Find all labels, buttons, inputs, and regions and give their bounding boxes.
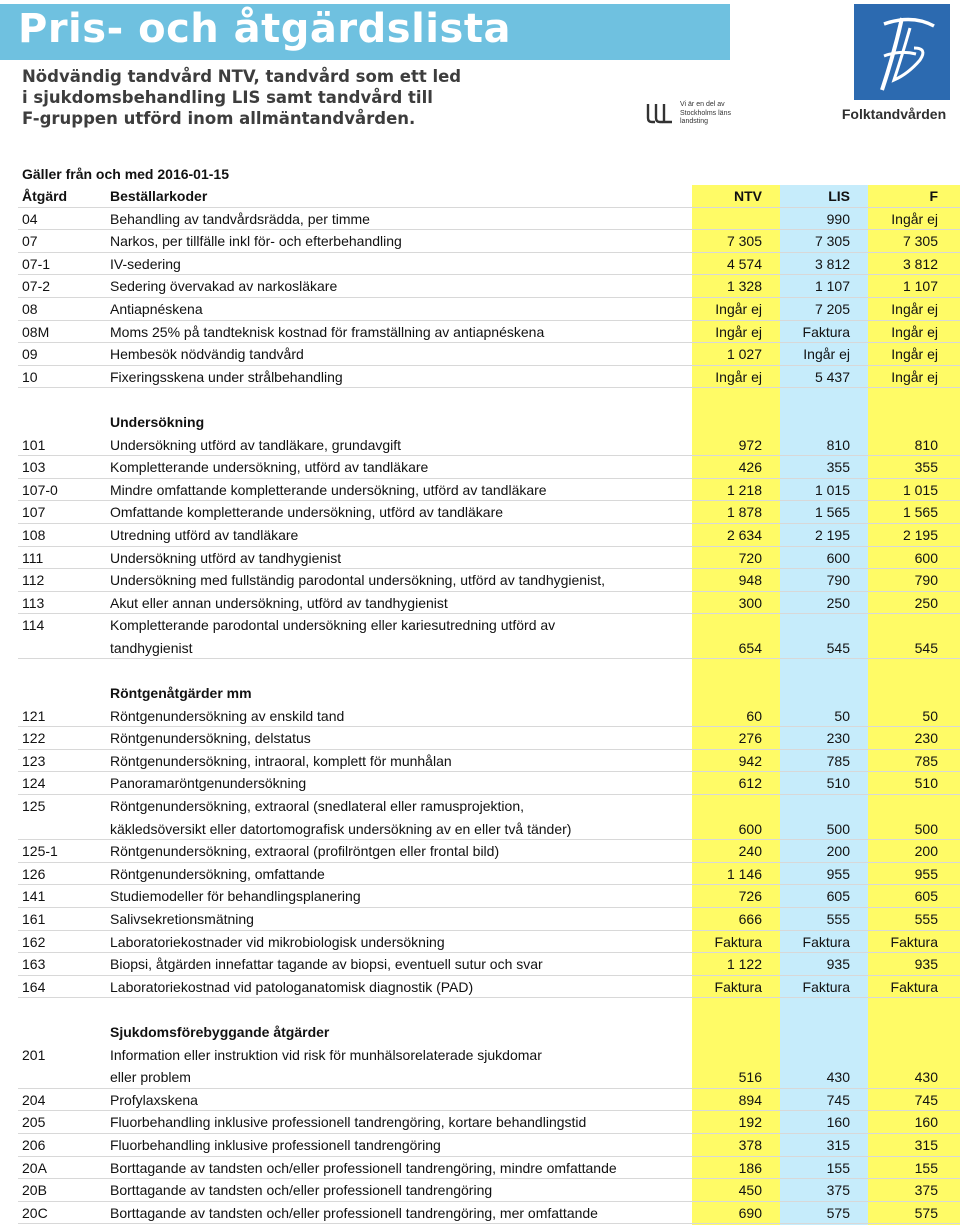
- row-description: [110, 321, 544, 344]
- table-row: [0, 1202, 960, 1225]
- lis-value: 375: [826, 1182, 850, 1199]
- description-line: Narkos, per tillfälle inkl för- och efterbehandling: [110, 233, 402, 250]
- description-line: Moms 25% på tandteknisk kostnad för framställning av antiapnéskena: [110, 323, 545, 340]
- row-description: [110, 456, 428, 479]
- description-line: Undersökning utförd av tandläkare, grundavgift: [110, 436, 402, 453]
- row-code: 164: [22, 978, 46, 995]
- row-code: 07: [22, 233, 38, 250]
- f-value: 1 565: [902, 504, 938, 521]
- header-desc: Beställarkoder: [110, 188, 208, 204]
- header-code: Åtgärd: [22, 188, 68, 204]
- ntv-value: 720: [738, 549, 762, 566]
- ntv-value: 1 218: [726, 481, 762, 498]
- page-title: Pris- och åtgärdslista: [18, 6, 511, 52]
- lis-value: 605: [826, 888, 850, 905]
- description-line: eller problem: [110, 1069, 191, 1086]
- section-heading: [0, 682, 960, 705]
- brand-name: Folktandvården: [841, 106, 947, 122]
- row-code: 08M: [22, 323, 50, 340]
- table-row: [0, 908, 960, 931]
- table-row: [0, 569, 960, 592]
- spacer-row: [0, 659, 960, 682]
- row-description: [110, 1089, 198, 1112]
- row-description: [110, 524, 298, 547]
- f-value: 2 195: [902, 526, 938, 543]
- description-line: IV-sedering: [110, 255, 181, 272]
- row-description: [110, 727, 311, 750]
- f-value: Faktura: [890, 933, 938, 950]
- row-code: 141: [22, 888, 46, 905]
- table-row: [0, 1179, 960, 1202]
- ntv-value: 2 634: [726, 526, 762, 543]
- row-description: [110, 840, 499, 863]
- ntv-value: 4 574: [726, 255, 762, 272]
- ntv-value: 948: [738, 572, 762, 589]
- section-title: Undersökning: [110, 413, 205, 430]
- row-code: 108: [22, 526, 46, 543]
- table-row: [0, 705, 960, 728]
- row-description: [110, 208, 370, 231]
- row-code: 121: [22, 707, 46, 724]
- ntv-value: 690: [738, 1204, 762, 1221]
- ntv-value: 942: [738, 752, 762, 769]
- section-title: Sjukdomsförebyggande åtgärder: [110, 1023, 330, 1040]
- f-value: Ingår ej: [891, 300, 938, 317]
- f-value: 555: [914, 911, 938, 927]
- description-line: Borttagande av tandsten och/eller professionell tandrengöring: [110, 1182, 493, 1199]
- row-code: 07-1: [22, 255, 51, 272]
- table-row: [0, 614, 960, 659]
- spacer-row: [0, 388, 960, 411]
- f-value: Ingår ej: [891, 346, 938, 363]
- description-line: Profylaxskena: [110, 1091, 198, 1108]
- row-description: [110, 863, 325, 886]
- table-row: [0, 1157, 960, 1180]
- row-description: [110, 953, 543, 976]
- ntv-value: Ingår ej: [715, 323, 762, 340]
- table-row: [0, 795, 960, 840]
- description-line: Biopsi, åtgärden innefattar tagande av biopsi, eventuell sutur och svar: [110, 956, 543, 973]
- ntv-value: 600: [738, 820, 762, 837]
- row-code: 10: [22, 368, 38, 385]
- subtitle: [22, 66, 482, 129]
- table-row: [0, 1111, 960, 1134]
- f-value: Faktura: [890, 978, 938, 995]
- f-value: 605: [914, 888, 938, 905]
- f-value: 355: [914, 459, 938, 476]
- lis-value: 2 195: [814, 526, 850, 543]
- ntv-value: Faktura: [714, 978, 762, 995]
- description-line: Laboratoriekostnader vid mikrobiologisk undersökning: [110, 933, 445, 950]
- f-value: 600: [914, 549, 938, 566]
- sll-text-line: Vi är en del av: [680, 101, 725, 108]
- description-line: Sedering övervakad av narkosläkare: [110, 278, 338, 295]
- row-description: [110, 434, 401, 457]
- row-code: 101: [22, 436, 46, 453]
- description-line: tandhygienist: [110, 639, 193, 656]
- f-value: Ingår ej: [891, 210, 938, 227]
- lis-value: 230: [826, 730, 850, 747]
- table-row: [0, 931, 960, 954]
- row-code: 205: [22, 1114, 46, 1131]
- row-description: [110, 501, 503, 524]
- table-row: [0, 343, 960, 366]
- ntv-value: 972: [738, 436, 762, 453]
- lis-value: 745: [826, 1091, 850, 1108]
- lis-value: 7 305: [814, 233, 850, 250]
- table-row: [0, 750, 960, 773]
- f-value: 160: [914, 1114, 938, 1131]
- ntv-value: 276: [738, 730, 762, 747]
- row-code: 161: [22, 911, 46, 927]
- row-description: [110, 908, 254, 931]
- description-line: Akut eller annan undersökning, utförd av tandhygienist: [110, 594, 448, 611]
- row-description: [110, 614, 555, 659]
- section-title: Röntgenåtgärder mm: [110, 685, 252, 702]
- lis-value: 935: [826, 956, 850, 973]
- ntv-value: 300: [738, 594, 762, 611]
- f-value: 785: [914, 752, 938, 769]
- row-code: 112: [22, 572, 45, 589]
- header-f: F: [929, 188, 938, 204]
- f-value: 375: [914, 1182, 938, 1199]
- lis-value: 355: [826, 459, 850, 476]
- row-code: 07-2: [22, 278, 51, 295]
- ntv-value: 186: [738, 1159, 762, 1176]
- ntv-value: 7 305: [726, 233, 762, 250]
- description-line: Behandling av tandvårdsrädda, per timme: [110, 210, 370, 227]
- f-value: 955: [914, 865, 938, 882]
- header-lis: LIS: [828, 188, 850, 204]
- description-line: Borttagande av tandsten och/eller professionell tandrengöring, mindre omfattande: [110, 1159, 617, 1176]
- row-code: 107: [22, 504, 46, 521]
- lis-value: 510: [826, 775, 850, 792]
- lis-value: 430: [826, 1069, 850, 1086]
- description-line: Röntgenundersökning av enskild tand: [110, 707, 345, 724]
- section-heading: [0, 411, 960, 434]
- description-line: Kompletterande parodontal undersökning eller kariesutredning utförd av: [110, 617, 556, 634]
- table-row: [0, 456, 960, 479]
- table-row: [0, 501, 960, 524]
- subtitle-line: i sjukdomsbehandling LIS samt tandvård till: [22, 88, 433, 107]
- table-row: [0, 275, 960, 298]
- spacer-row: [0, 998, 960, 1021]
- row-description: [110, 885, 361, 908]
- table-row: [0, 547, 960, 570]
- row-description: [110, 772, 306, 795]
- description-line: Studiemodeller för behandlingsplanering: [110, 888, 361, 905]
- lis-value: 545: [826, 639, 850, 656]
- description-line: Röntgenundersökning, delstatus: [110, 730, 311, 747]
- ntv-value: Faktura: [714, 933, 762, 950]
- row-code: 103: [22, 459, 46, 476]
- row-divider: [18, 1223, 960, 1224]
- row-code: 162: [22, 933, 46, 950]
- ntv-value: Ingår ej: [715, 368, 762, 385]
- f-value: 315: [914, 1136, 938, 1153]
- lis-value: 50: [834, 707, 850, 724]
- folktandvarden-logo-icon: [854, 4, 950, 100]
- lis-value: 160: [826, 1114, 850, 1131]
- row-description: [110, 705, 344, 728]
- table-row: [0, 885, 960, 908]
- description-line: Omfattande kompletterande undersökning, utförd av tandläkare: [110, 504, 504, 521]
- row-code: 122: [22, 730, 46, 747]
- ntv-value: 60: [746, 707, 762, 724]
- description-line: Laboratoriekostnad vid patologanatomisk diagnostik (PAD): [110, 978, 474, 995]
- table-row: [0, 321, 960, 344]
- row-description: [110, 1157, 617, 1180]
- sll-text-line: landsting: [680, 118, 709, 125]
- lis-value: Faktura: [802, 933, 850, 950]
- table-row: [0, 1134, 960, 1157]
- lis-value: Ingår ej: [803, 346, 850, 363]
- lis-value: 1 015: [814, 481, 850, 498]
- row-description: [110, 547, 341, 570]
- description-line: Information eller instruktion vid risk för munhälsorelaterade sjukdomar: [110, 1046, 542, 1063]
- f-value: 745: [914, 1091, 938, 1108]
- row-description: [110, 230, 402, 253]
- title-banner: [0, 4, 730, 60]
- valid-from: Gäller från och med 2016-01-15: [22, 166, 229, 182]
- ntv-value: Ingår ej: [715, 300, 762, 317]
- f-value: 250: [914, 594, 938, 611]
- description-line: Utredning utförd av tandläkare: [110, 526, 299, 543]
- description-line: Kompletterande undersökning, utförd av tandläkare: [110, 459, 429, 476]
- ntv-value: 1 146: [726, 865, 762, 882]
- lis-value: 5 437: [814, 368, 850, 385]
- ntv-value: 894: [738, 1091, 762, 1108]
- description-line: Hembesök nödvändig tandvård: [110, 346, 304, 363]
- sll-text-line: Stockholms läns: [680, 109, 731, 117]
- f-value: Ingår ej: [891, 323, 938, 340]
- table-row: [0, 840, 960, 863]
- description-line: Undersökning med fullständig parodontal undersökning, utförd av tandhygienist,: [110, 572, 605, 589]
- ntv-value: 1 878: [726, 504, 762, 521]
- description-line: käkledsöversikt eller datortomografisk undersökning av en eller två tänder): [110, 820, 572, 837]
- description-line: Antiapnéskena: [110, 300, 203, 317]
- lis-value: 1 107: [814, 278, 850, 295]
- sll-logo: [646, 100, 766, 126]
- ntv-value: 378: [738, 1136, 762, 1153]
- lis-value: 785: [826, 752, 850, 769]
- row-code: 125-1: [22, 843, 58, 860]
- description-line: Borttagande av tandsten och/eller professionell tandrengöring, mer omfattande: [110, 1204, 598, 1221]
- f-value: 575: [914, 1204, 938, 1221]
- f-value: 500: [914, 820, 938, 837]
- lis-value: Faktura: [802, 323, 850, 340]
- lis-value: 200: [826, 843, 850, 860]
- table-row: [0, 976, 960, 999]
- description-line: Röntgenundersökning, extraoral (profilröntgen eller frontal bild): [110, 843, 500, 860]
- table-row: [0, 434, 960, 457]
- f-value: Ingår ej: [891, 368, 938, 385]
- table-row: [0, 479, 960, 502]
- table-row: [0, 298, 960, 321]
- row-code: 04: [22, 210, 38, 227]
- row-description: [110, 479, 547, 502]
- lis-value: 315: [826, 1136, 850, 1153]
- row-code: 124: [22, 775, 46, 792]
- ntv-value: 192: [738, 1114, 762, 1131]
- row-code: 111: [22, 549, 44, 566]
- table-row: [0, 592, 960, 615]
- lis-value: 500: [826, 820, 850, 837]
- f-value: 935: [914, 956, 938, 973]
- row-description: [110, 1111, 586, 1134]
- row-description: [110, 931, 445, 954]
- table-row: [0, 1044, 960, 1089]
- f-value: 200: [914, 843, 938, 860]
- table-row: [0, 208, 960, 231]
- lis-value: 955: [826, 865, 850, 882]
- header-ntv: NTV: [734, 188, 762, 204]
- row-description: [110, 1202, 598, 1225]
- table-row: [0, 863, 960, 886]
- f-value: 790: [914, 572, 938, 589]
- ntv-value: 612: [738, 775, 762, 792]
- subtitle-line: F-gruppen utförd inom allmäntandvården.: [22, 109, 416, 128]
- ntv-value: 426: [738, 459, 762, 476]
- description-line: Undersökning utförd av tandhygienist: [110, 549, 342, 566]
- row-description: [110, 795, 571, 840]
- row-code: 20C: [22, 1204, 48, 1221]
- table-row: [0, 953, 960, 976]
- f-value: 50: [922, 707, 938, 724]
- table-row: [0, 727, 960, 750]
- lis-value: 575: [826, 1204, 850, 1221]
- ft-monogram-icon: [854, 4, 950, 100]
- table-row: [0, 772, 960, 795]
- lis-value: 1 565: [814, 504, 850, 521]
- row-code: 114: [22, 617, 45, 634]
- row-description: [110, 275, 337, 298]
- lis-value: 155: [826, 1159, 850, 1176]
- row-code: 163: [22, 956, 46, 973]
- f-value: 3 812: [902, 255, 938, 272]
- row-description: [110, 976, 473, 999]
- table-row: [0, 230, 960, 253]
- row-description: [110, 1134, 441, 1157]
- row-code: 206: [22, 1136, 46, 1153]
- description-line: Panoramaröntgenundersökning: [110, 775, 307, 792]
- lis-value: 250: [826, 594, 850, 611]
- row-description: [110, 1044, 542, 1089]
- row-description: [110, 366, 343, 389]
- ntv-value: 666: [738, 911, 762, 927]
- row-description: [110, 298, 203, 321]
- row-code: 125: [22, 798, 46, 815]
- lis-value: Faktura: [802, 978, 850, 995]
- row-description: [110, 750, 452, 773]
- description-line: Fluorbehandling inklusive professionell tandrengöring: [110, 1136, 441, 1153]
- lis-value: 990: [826, 210, 850, 227]
- ntv-value: 1 027: [726, 346, 762, 363]
- row-code: 20A: [22, 1159, 47, 1176]
- table-row: [0, 524, 960, 547]
- description-line: Röntgenundersökning, intraoral, komplett för munhålan: [110, 752, 452, 769]
- ntv-value: 516: [738, 1069, 762, 1086]
- row-description: [110, 569, 605, 592]
- ntv-value: 450: [738, 1182, 762, 1199]
- subtitle-line: Nödvändig tandvård NTV, tandvård som ett led: [22, 67, 462, 86]
- ntv-value: 654: [738, 639, 762, 656]
- lis-value: 555: [826, 911, 850, 927]
- table-row: [0, 1089, 960, 1112]
- row-code: 123: [22, 752, 46, 769]
- table-header: [0, 185, 960, 208]
- row-description: [110, 592, 448, 615]
- row-code: 08: [22, 300, 38, 317]
- row-code: 204: [22, 1091, 46, 1108]
- f-value: 7 305: [902, 233, 938, 250]
- description-line: Salivsekretionsmätning: [110, 911, 254, 927]
- lis-value: 810: [826, 436, 850, 453]
- row-description: [110, 343, 304, 366]
- row-description: [110, 1179, 492, 1202]
- description-line: Röntgenundersökning, omfattande: [110, 865, 325, 882]
- row-code: 09: [22, 346, 38, 363]
- f-value: 430: [914, 1069, 938, 1086]
- sll-text: [680, 101, 731, 127]
- f-value: 155: [914, 1159, 938, 1176]
- f-value: 810: [914, 436, 938, 453]
- table-row: [0, 253, 960, 276]
- lis-value: 7 205: [814, 300, 850, 317]
- description-line: Mindre omfattande kompletterande undersökning, utförd av tandläkare: [110, 481, 547, 498]
- f-value: 510: [914, 775, 938, 792]
- row-description: [110, 253, 181, 276]
- table-row: [0, 366, 960, 389]
- description-line: Fixeringsskena under strålbehandling: [110, 368, 343, 385]
- description-line: Fluorbehandling inklusive professionell tandrengöring, kortare behandlingstid: [110, 1114, 587, 1131]
- ntv-value: 240: [738, 843, 762, 860]
- f-value: 545: [914, 639, 938, 656]
- price-table: [0, 185, 960, 1224]
- lis-value: 3 812: [814, 255, 850, 272]
- row-code: 107-0: [22, 481, 58, 498]
- ntv-value: 1 328: [726, 278, 762, 295]
- f-value: 1 107: [902, 278, 938, 295]
- ntv-value: 1 122: [726, 956, 762, 973]
- row-code: 20B: [22, 1182, 47, 1199]
- row-code: 113: [22, 594, 45, 611]
- lis-value: 600: [826, 549, 850, 566]
- lis-value: 790: [826, 572, 850, 589]
- description-line: Röntgenundersökning, extraoral (snedlateral eller ramusprojektion,: [110, 798, 525, 815]
- row-code: 126: [22, 865, 46, 882]
- f-value: 230: [914, 730, 938, 747]
- ntv-value: 726: [738, 888, 762, 905]
- f-value: 1 015: [902, 481, 938, 498]
- section-heading: [0, 1021, 960, 1044]
- sll-mark-icon: [646, 102, 674, 124]
- row-code: 201: [22, 1046, 46, 1063]
